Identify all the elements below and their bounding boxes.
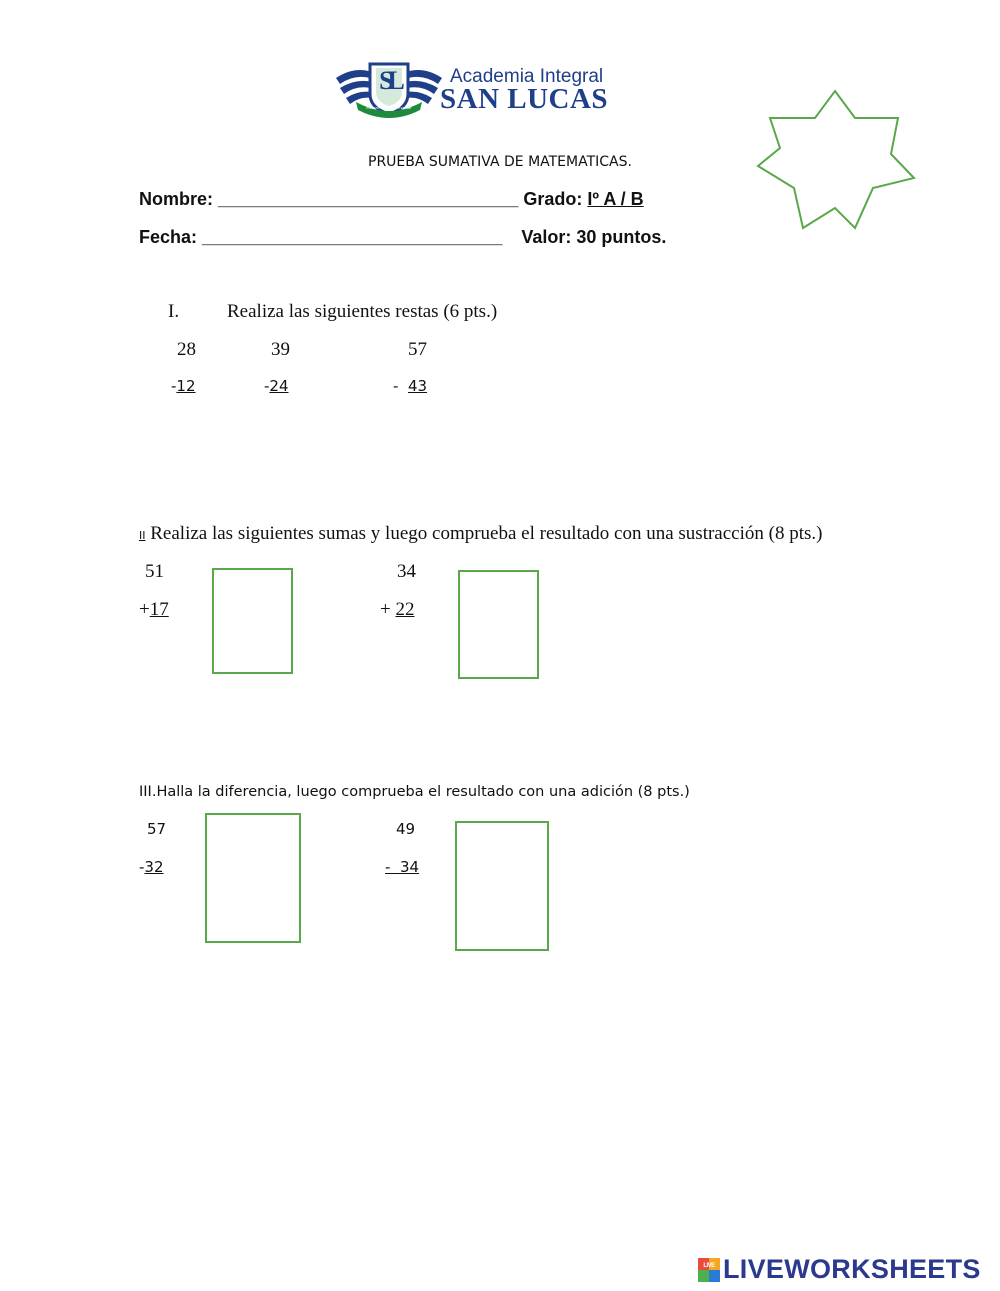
s2-p2-top: 34 <box>397 561 416 582</box>
nombre-blank[interactable]: ______________________________ <box>218 189 519 209</box>
s2-p1-top: 51 <box>145 561 164 582</box>
s2-p2-bottom: 22 <box>395 599 415 620</box>
s1-p3-top: 57 <box>408 339 427 360</box>
live-badge-cells <box>698 1258 720 1282</box>
s3-p2-top: 49 <box>396 820 416 838</box>
s1-p1-op: - <box>171 377 177 395</box>
section3-instruction: III.Halla la diferencia, luego comprueba el resultado con una adición (8 pts.) <box>139 784 690 800</box>
s3-p1-top: 57 <box>147 820 167 838</box>
s1-p3-op: - <box>393 377 399 395</box>
s3-p1-bottom-row <box>139 858 164 876</box>
s3-p1-answer-box[interactable] <box>205 813 301 943</box>
live-badge-letters: LIVE <box>703 1263 715 1269</box>
s2-p2-bottom-row <box>380 599 414 621</box>
s3-p2-answer-box[interactable] <box>455 821 549 951</box>
nombre-row <box>139 189 644 210</box>
nombre-label: Nombre: <box>139 189 214 209</box>
school-name-line2: SAN LUCAS <box>440 83 609 115</box>
fecha-row <box>139 227 666 248</box>
page-title: PRUEBA SUMATIVA DE MATEMATICAS. <box>368 154 632 170</box>
live-badge-icon <box>698 1258 720 1282</box>
s1-p3-bottom-row <box>393 377 427 395</box>
fecha-blank[interactable]: ______________________________ <box>202 227 503 247</box>
s1-p3-bottom: 43 <box>407 377 428 395</box>
s3-p1-bottom: 32 <box>144 858 164 876</box>
section2-header <box>139 523 822 545</box>
s2-p1-bottom-row <box>139 599 169 621</box>
grado-value: Iº A / B <box>587 189 644 209</box>
emblem-letters: SL <box>379 66 399 95</box>
s2-p2-answer-box[interactable] <box>458 570 539 679</box>
s1-p2-bottom: 24 <box>269 377 289 395</box>
s1-p1-bottom-row <box>171 377 196 395</box>
s3-p2-bottom-row <box>385 858 419 876</box>
section2-numeral: II <box>139 529 146 542</box>
s2-p1-answer-box[interactable] <box>212 568 293 674</box>
fecha-label: Fecha: <box>139 227 198 247</box>
valor-label: Valor: 30 puntos. <box>521 227 667 247</box>
s1-p2-top: 39 <box>271 339 290 360</box>
school-logo <box>334 58 634 120</box>
s3-p2-bottom: 34 <box>399 858 420 876</box>
s1-p2-bottom-row <box>264 377 289 395</box>
s1-p2-op: - <box>264 377 270 395</box>
s2-p1-bottom: 17 <box>149 599 169 620</box>
section1-numeral: I. <box>168 301 180 322</box>
section2-instruction: Realiza las siguientes sumas y luego comprueba el resultado con una sustracción (8 pts.) <box>150 523 823 544</box>
emblem-ribbon-text: Educar, Ensenar, Evaluar <box>366 105 412 110</box>
s1-p1-bottom: 12 <box>176 377 196 395</box>
s3-p2-op: - <box>385 858 391 876</box>
section1-instruction: Realiza las siguientes restas (6 pts.) <box>227 301 498 322</box>
s2-p1-op: + <box>139 599 150 620</box>
liveworksheets-brand: LIVEWORKSHEETS <box>723 1254 981 1284</box>
s1-p1-top: 28 <box>177 339 196 360</box>
s2-p2-op: + <box>380 599 391 620</box>
grado-label: Grado: <box>523 189 583 209</box>
s3-p1-op: - <box>139 858 145 876</box>
school-name-line1: Academia Integral <box>450 66 604 87</box>
